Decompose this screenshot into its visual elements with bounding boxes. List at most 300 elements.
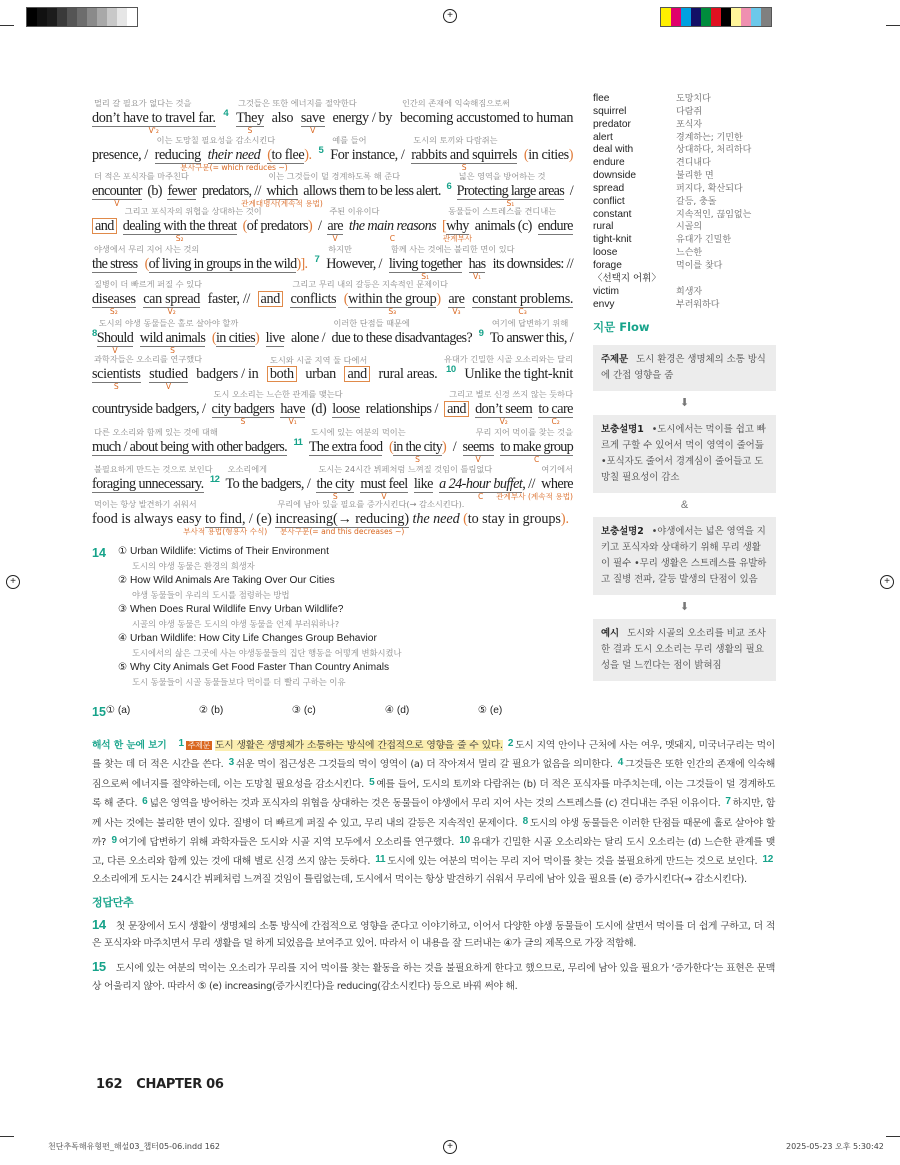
sentence-number: 4 xyxy=(223,108,229,119)
answer-option[interactable] xyxy=(118,575,402,604)
color-swatch xyxy=(107,8,117,26)
phrase xyxy=(493,256,573,272)
color-swatch xyxy=(751,8,761,26)
english-text: studied xyxy=(149,366,188,383)
flow-box-label: 보충설명1 xyxy=(601,424,644,436)
english-text: conflicts xyxy=(290,290,337,307)
option-english xyxy=(118,604,402,615)
english-text: / (e) xyxy=(248,510,272,527)
grammar-tag: S xyxy=(170,345,175,355)
color-swatch xyxy=(97,8,107,26)
english-text: save xyxy=(300,110,325,126)
cmyk-color-bar xyxy=(660,7,772,27)
grammar-tag: 분사구문(= and this decreases ~) xyxy=(280,526,405,536)
down-arrow-icon: ⬇ xyxy=(679,601,690,614)
translation-sentence: 넓은 영역을 방어하는 것과 포식자의 위협을 상대하는 것은 동물들이 야생에서 무리 지어 사는 것의 스트레스를 (c) 견디내는 주된 이유이다. xyxy=(149,798,721,810)
vocab-word: spread xyxy=(593,182,625,194)
color-swatch xyxy=(711,8,721,26)
english-text: has xyxy=(468,256,486,273)
korean-gloss: 더 적은 포식자를 마주친다 xyxy=(94,171,189,182)
korean-gloss: 무리에 남아 있을 필요를 증가시킨다(→ 감소시킨다). xyxy=(277,498,465,509)
english-text: and xyxy=(260,290,280,307)
phrase xyxy=(92,463,213,493)
answer-option[interactable] xyxy=(118,662,402,691)
english-text: and xyxy=(347,366,367,383)
color-swatch xyxy=(761,8,771,26)
english-text: To the badgers, / xyxy=(225,475,311,492)
vocab-item xyxy=(593,234,776,247)
english-text: reducing xyxy=(154,146,201,163)
grammar-tag: 관계부사 xyxy=(442,233,473,243)
phrase xyxy=(366,401,438,417)
sentence-number: 12 xyxy=(209,473,220,485)
korean-gloss: 그리고 별로 신경 쓰지 않는 듯하다 xyxy=(449,388,573,399)
vocab-item xyxy=(593,93,776,106)
grammar-tag: S xyxy=(247,126,253,135)
question-14 xyxy=(92,546,402,691)
bracket: ( xyxy=(523,146,529,163)
vocab-word: endure xyxy=(593,157,625,169)
answer-option[interactable]: ③ (c) xyxy=(291,705,316,716)
color-swatch xyxy=(47,8,57,26)
translation-sentence: 그것들은 또한 인간의 존재에 익숙해짐으로써 에너지를 절약하는데, 이는 도망칠 필요성을 감소시킨다. xyxy=(92,759,775,790)
phrase xyxy=(305,366,336,382)
color-swatch xyxy=(87,8,97,26)
grammar-tag: V xyxy=(381,491,387,501)
english-text: like xyxy=(413,475,433,492)
sentence-number: 4 xyxy=(617,757,624,769)
english-text: The extra food xyxy=(308,439,383,456)
phrase xyxy=(561,511,569,527)
color-swatch xyxy=(691,8,701,26)
boxed-conjunction xyxy=(344,366,369,382)
flow-box xyxy=(593,345,776,391)
grammar-tag: S xyxy=(332,491,338,501)
english-text: can spread xyxy=(143,290,201,307)
phrase xyxy=(167,183,196,200)
english-text: relationships / xyxy=(365,400,438,417)
grammar-tag: S xyxy=(240,416,246,426)
phrase xyxy=(225,463,311,492)
english-text: why xyxy=(446,217,469,234)
page-footer xyxy=(96,1077,224,1092)
vocab-meaning: 느슨한 xyxy=(676,248,703,259)
option-mark: ① xyxy=(118,546,128,557)
grammar-tag: V xyxy=(310,126,316,135)
color-swatch xyxy=(681,8,691,26)
sentence-number: 1 xyxy=(178,738,184,749)
boxed-conjunction xyxy=(92,218,117,234)
phrase xyxy=(280,400,306,426)
vocab-word: deal with xyxy=(593,144,634,156)
grammar-tag: C xyxy=(478,491,484,501)
korean-gloss: 주된 이유이다 xyxy=(329,205,380,216)
passage-line xyxy=(92,316,573,353)
grammar-tag: V₂ xyxy=(499,416,508,426)
passage-line xyxy=(92,279,573,316)
phrase xyxy=(411,134,518,172)
answer-option[interactable]: ① (a) xyxy=(105,705,131,716)
question-number: 14 xyxy=(92,546,106,560)
translation-sentence: 도시의 야생 동물들은 이러한 단점들 때문에 홀로 살아야 할까? xyxy=(92,817,775,849)
english-text: the city xyxy=(316,475,355,492)
english-text: both xyxy=(269,366,294,383)
bracket: ) xyxy=(442,439,447,456)
english-text: countryside badgers, / xyxy=(92,400,206,417)
phrase xyxy=(453,439,456,455)
translation-heading: 해석 한 눈에 보기 xyxy=(92,740,167,751)
english-text: their need xyxy=(207,146,261,163)
phrase xyxy=(393,439,443,465)
grammar-tag: S₁ xyxy=(421,272,430,282)
korean-gloss: 과학자들은 오소리를 연구했다 xyxy=(94,354,203,365)
option-text: Why City Animals Get Food Faster Than Country Animals xyxy=(129,662,390,673)
flow-box-label: 주제문 xyxy=(601,354,629,366)
phrase xyxy=(92,498,202,527)
phrase xyxy=(139,329,206,355)
phrase xyxy=(247,218,308,234)
flow-box xyxy=(593,517,776,595)
answer-number: 15 xyxy=(92,959,106,975)
bracket: ( xyxy=(389,439,394,456)
translation-sentence: 하지만, 함께 사는 것에는 불리한 면이 있다. 질병이 더 빠르게 퍼질 수 있고, 무리 내의 갈등은 지속적인 문제이다. xyxy=(92,798,775,829)
translation-sentence: 도시에 있는 여분의 먹이는 무리 지어 먹이를 찾는 것을 불필요하게 만드는 것으로 보인다. xyxy=(387,856,758,868)
english-text: don’t seem xyxy=(475,400,533,417)
grayscale-color-bar xyxy=(26,7,138,27)
korean-gloss: 그리고 무리 내의 갈등은 지속적인 문제이다 xyxy=(292,278,448,289)
korean-gloss: 도시의 토끼와 다람쥐는 xyxy=(413,134,498,145)
english-text: (b) xyxy=(147,183,162,200)
sentence-number: 10 xyxy=(459,835,470,847)
english-text: which xyxy=(266,183,298,200)
vocab-item xyxy=(593,196,776,209)
registration-target-icon: + xyxy=(443,1140,457,1154)
english-text: urban xyxy=(305,366,336,383)
answer-option[interactable] xyxy=(118,633,402,662)
grammar-tag: C xyxy=(389,233,396,243)
down-arrow-icon: ⬇ xyxy=(679,397,690,410)
english-text: are xyxy=(448,290,465,307)
bracket: ). xyxy=(304,146,312,163)
translation-section xyxy=(92,735,775,888)
english-text: in the city xyxy=(393,439,443,456)
grammar-tag: 부사적 용법(형용사 수식) xyxy=(183,526,268,536)
bracket: ( xyxy=(211,329,216,346)
english-text: of predators xyxy=(246,217,308,234)
english-text: a 24-hour buffet xyxy=(439,475,523,492)
english-text: rabbits and squirrels xyxy=(411,146,518,163)
translation-sentence: 도시 지역 안이나 근처에 사는 여우, 멧돼지, 미국너구리는 먹이를 찾는 데 더 적은 시간을 쓴다. xyxy=(92,740,775,771)
passage-line xyxy=(92,133,573,170)
english-text: of living in groups in the wild xyxy=(148,256,297,273)
english-text: rural areas. xyxy=(378,366,438,383)
print-date: 2025-05-23 오후 5:30:42 xyxy=(786,1142,884,1151)
korean-gloss: 이는 그것들이 덜 경계하도록 해 준다 xyxy=(268,171,401,182)
passage-line xyxy=(92,499,573,536)
passage-line xyxy=(92,462,573,499)
english-text: dealing with the threat xyxy=(122,217,237,234)
page-number: 162 xyxy=(96,1077,123,1092)
english-text: Unlike the tight-knit xyxy=(464,366,573,383)
english-text: don’t have to travel far. xyxy=(92,110,216,126)
vocab-word: envy xyxy=(593,298,615,310)
phrase xyxy=(570,183,573,199)
question-15 xyxy=(92,705,512,719)
phrase xyxy=(266,330,285,347)
english-text: endure xyxy=(537,217,573,234)
option-english xyxy=(118,662,402,673)
phrase xyxy=(92,98,216,135)
bracket: ) xyxy=(568,146,574,163)
english-text: alone / xyxy=(290,329,325,346)
phrase xyxy=(472,290,574,316)
vocab-meaning: 시골의 xyxy=(676,222,703,233)
english-text: seems xyxy=(462,439,494,456)
korean-gloss: 질병이 더 빠르게 퍼질 수 있다 xyxy=(94,278,202,289)
passage-line xyxy=(92,96,573,133)
sentence-number: 11 xyxy=(293,437,303,449)
crop-mark xyxy=(0,1136,14,1137)
color-swatch xyxy=(37,8,47,26)
topic-sentence-badge: 주제문 xyxy=(187,741,211,750)
option-korean: 시골의 야생 동물은 도시의 야생 동물을 언제 부러워하나? xyxy=(132,619,340,629)
phrase xyxy=(196,366,258,382)
grammar-tag: S₂ xyxy=(109,306,118,316)
korean-gloss: 여기에서 xyxy=(541,463,573,474)
option-english xyxy=(118,575,402,586)
korean-gloss: 도시와 시골 지역 둘 다에서 xyxy=(269,355,368,366)
phrase xyxy=(448,290,465,316)
flow-box-text: •도시에서는 먹이를 쉽고 빠르게 구할 수 있어서 먹이 영역이 줄어듦 •포식자도 줄어서 경계심이 줄어들고 도망칠 필요성이 감소 xyxy=(601,424,766,484)
english-text: To answer this, / xyxy=(489,329,574,346)
phrase xyxy=(272,147,305,164)
phrase xyxy=(147,183,161,199)
english-text: also xyxy=(271,110,294,126)
answer-option[interactable]: ④ (d) xyxy=(384,705,410,716)
korean-gloss: 그것들은 또한 에너지를 절약한다 xyxy=(238,98,357,108)
crop-mark xyxy=(886,1136,900,1137)
vocab-meaning: 다람쥐 xyxy=(676,106,703,117)
phrase xyxy=(303,183,441,199)
phrase xyxy=(331,317,473,346)
english-text: allows them to be less alert. xyxy=(303,183,441,200)
bracket: )]. xyxy=(296,256,308,273)
english-text: becoming accustomed to human xyxy=(399,110,574,126)
option-mark: ⑤ xyxy=(118,662,128,673)
english-text: However, / xyxy=(326,256,382,273)
grammar-tag: V xyxy=(165,382,172,392)
file-slug: 천단추독해유형편_해설03_챕터05-06.indd 162 xyxy=(48,1142,220,1151)
flow-box-text: •야생에서는 넓은 영역을 지키고 포식자와 상대하기 위해 무리 생활이 필수 •무리 생활은 스트레스를 유발하고 질병 전파, 갈등 발생의 단점이 있음 xyxy=(601,526,767,586)
vocab-item xyxy=(593,260,776,273)
english-text: energy / by xyxy=(332,110,393,126)
bracket: ) xyxy=(436,290,441,307)
korean-gloss: 멀리 갈 필요가 없다는 것을 xyxy=(94,98,192,108)
vocab-meaning: 유대가 긴밀한 xyxy=(676,235,732,246)
phrase xyxy=(122,205,262,243)
english-text: the main reasons xyxy=(348,217,437,234)
bracket: ) xyxy=(307,217,313,234)
english-text: to stay in groups xyxy=(467,510,561,527)
phrase xyxy=(300,110,325,135)
color-swatch xyxy=(701,8,711,26)
english-text: predators, // xyxy=(201,183,261,200)
vocab-word: forage xyxy=(593,259,622,271)
phrase xyxy=(249,511,272,527)
english-text: within the group xyxy=(348,290,437,307)
color-swatch xyxy=(77,8,87,26)
vocab-item xyxy=(593,157,776,170)
grammar-tag: 관계대명사(계속적 용법) xyxy=(241,199,323,209)
flow-box-label: 보충설명2 xyxy=(601,526,644,538)
phrase xyxy=(462,439,494,465)
phrase xyxy=(413,511,460,527)
flow-box-label: 예시 xyxy=(601,628,620,640)
phrase xyxy=(538,400,573,426)
grammar-tag: S₃ xyxy=(388,306,397,316)
korean-gloss: 그리고 포식자의 위협을 상대하는 것이 xyxy=(124,205,262,216)
flow-box-text: 도시 환경은 생명체의 소통 방식에 간접 영향을 줌 xyxy=(601,354,766,382)
vocab-word: victim xyxy=(593,285,620,297)
phrase xyxy=(143,290,201,316)
vocab-item xyxy=(593,144,776,157)
flow-box xyxy=(593,415,776,493)
phrase xyxy=(255,330,259,346)
color-swatch xyxy=(127,8,137,26)
vocab-word: tight-knit xyxy=(593,234,632,246)
grammar-tag: V xyxy=(475,455,481,465)
color-swatch xyxy=(671,8,681,26)
answer-option[interactable]: ⑤ (e) xyxy=(477,705,503,716)
option-mark: ④ xyxy=(118,633,128,644)
phrase xyxy=(360,475,408,501)
registration-target-icon: + xyxy=(880,575,894,589)
answer-option[interactable] xyxy=(118,546,402,575)
english-text: fewer xyxy=(167,183,197,200)
phrase xyxy=(216,330,255,347)
english-text: / xyxy=(452,439,456,456)
answer-heading: 정답단추 xyxy=(92,896,134,910)
option-text: When Does Rural Wildlife Envy Urban Wildlife? xyxy=(129,604,344,615)
vocab-meaning: 불리한 면 xyxy=(676,171,714,182)
english-text: / xyxy=(318,217,322,234)
phrase xyxy=(379,366,438,382)
answer-option[interactable]: ② (b) xyxy=(198,705,224,716)
vocab-item xyxy=(593,299,776,312)
phrase xyxy=(327,205,380,243)
translation-sentence: 여기에 답변하기 위해 과학자들은 도시와 시골 지역 모두에서 오소리를 연구했다. xyxy=(118,837,455,849)
english-text: food is always easy xyxy=(92,510,202,527)
translation-sentence: 도시 생활은 생명체가 소통하는 방식에 간접적으로 영향을 줄 수 있다. xyxy=(215,740,503,751)
lower-section xyxy=(92,735,775,1001)
option-text: How Wild Animals Are Taking Over Our Cities xyxy=(129,575,335,586)
korean-gloss: 불필요하게 만드는 것으로 보인다 xyxy=(94,463,213,474)
korean-gloss: 다른 오소리와 함께 있는 것에 대해 xyxy=(94,427,218,438)
english-text: Should xyxy=(96,329,134,346)
grammar-tag: C xyxy=(534,455,540,465)
grammar-tag: V xyxy=(112,345,118,355)
bracket: [ xyxy=(441,217,447,234)
answer-paragraph xyxy=(92,958,775,995)
vocab-word: squirrel xyxy=(593,105,627,117)
sentence-number: 7 xyxy=(725,796,731,808)
phrase xyxy=(183,510,268,536)
bracket: ( xyxy=(242,217,247,234)
phrase xyxy=(333,110,393,126)
grammar-tag: S xyxy=(415,455,420,465)
english-text: the need xyxy=(412,510,460,527)
flow-heading: 지문 Flow xyxy=(593,320,650,335)
phrase xyxy=(538,218,573,235)
english-text: wild animals xyxy=(139,329,206,346)
korean-gloss: 예를 들어 xyxy=(332,134,367,145)
vocab-item xyxy=(593,286,776,299)
phrase xyxy=(92,427,287,456)
option-korean: 도시 동물들이 시골 동물들보다 먹이를 더 빨리 구하는 이유 xyxy=(132,677,346,687)
english-text: to care xyxy=(538,400,573,417)
phrase xyxy=(330,134,405,163)
sidebar xyxy=(593,93,776,681)
phrase xyxy=(308,427,406,456)
passage-flow xyxy=(593,345,776,681)
korean-gloss: 동물들이 스트레스를 견디내는 xyxy=(448,205,557,216)
grammar-tag: V xyxy=(114,199,120,209)
answer-explanation xyxy=(92,894,775,995)
vocab-word: predator xyxy=(593,118,631,130)
sentence-number: 8 xyxy=(522,815,528,827)
korean-gloss: 도시 오소리는 느슨한 관계를 맺는다 xyxy=(213,388,343,399)
grammar-tag: V₃ xyxy=(452,306,461,316)
grammar-tag: 분사구문(= which reduces ~) xyxy=(180,162,288,172)
sentence-number: 9 xyxy=(111,835,117,847)
korean-gloss: 인간의 존재에 익숙해짐으로써 xyxy=(401,98,510,108)
korean-gloss: 이러한 단점들 때문에 xyxy=(333,317,410,328)
passage-line xyxy=(92,242,573,282)
passage-analysis xyxy=(92,96,573,535)
vocab-word: constant xyxy=(593,208,632,220)
vocab-meaning: 포식자 xyxy=(676,119,703,130)
phrase xyxy=(291,330,325,346)
korean-gloss: 함께 사는 것에는 불리한 면이 있다 xyxy=(390,244,515,255)
vocab-meaning: 퍼지다, 확산되다 xyxy=(676,183,743,194)
option-korean: 야생 동물들이 우리의 도시를 점령하는 방법 xyxy=(132,590,290,600)
vocab-meaning: 부러워하다 xyxy=(676,299,720,310)
english-text: live xyxy=(265,329,285,346)
grammar-tag: V₁ xyxy=(288,416,297,426)
vocab-word: conflict xyxy=(593,195,625,207)
crop-mark xyxy=(0,25,14,26)
answer-option[interactable] xyxy=(118,604,402,633)
passage-line xyxy=(92,352,573,392)
bracket: ). xyxy=(560,510,570,527)
english-text: increasing(→ reducing) xyxy=(275,510,410,527)
sentence-number: 6 xyxy=(142,796,148,808)
bracket: ( xyxy=(144,256,149,273)
sentence-number: 12 xyxy=(762,854,774,866)
phrase xyxy=(496,463,573,501)
phrase xyxy=(149,366,188,392)
passage-line xyxy=(92,169,574,209)
english-text: For instance, / xyxy=(330,146,405,163)
phrase xyxy=(92,401,205,417)
answer-number: 14 xyxy=(92,916,106,932)
vocab-meaning: 희생자 xyxy=(676,286,703,297)
english-text: They xyxy=(236,110,264,126)
english-text: where xyxy=(541,475,573,492)
grammar-tag: 관계부사 (계속적 용법) xyxy=(496,491,573,501)
phrase xyxy=(439,475,523,501)
option-korean: 도시의 야생 동물은 환경의 희생자 xyxy=(132,561,255,571)
